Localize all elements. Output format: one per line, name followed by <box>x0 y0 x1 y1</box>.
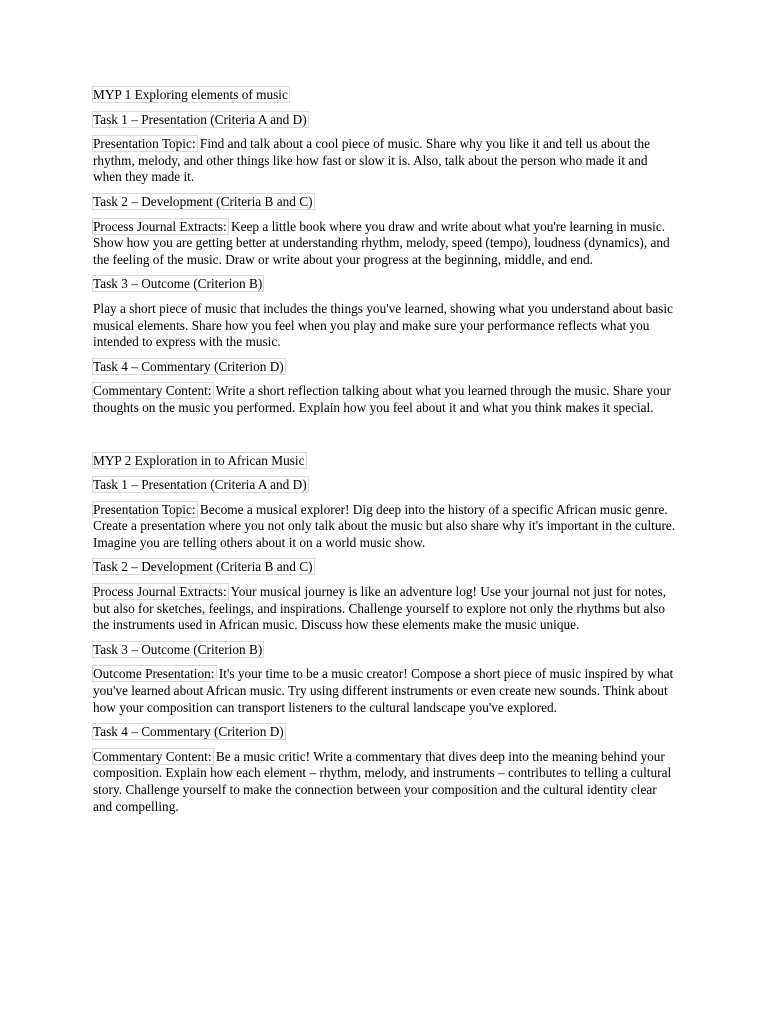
myp1-task2-title-line <box>93 194 678 211</box>
myp2-task1-text: Become a musical explorer! Dig deep into the history of a specific African music genre. Create a presentation where you not only talk about the music but also share why it's important in the culture. Imagine you are telling others about it on a world music show. <box>93 501 676 550</box>
myp1-task3-text: Play a short piece of music that includes the things you've learned, showing what you understand about basic musical elements. Share how you feel when you play and make sure your performance reflects what you intended to express with the music. <box>93 300 673 350</box>
myp2-task2-text: Your musical journey is like an adventure log! Use your journal not just for notes, but also for sketches, feelings, and inspirations. Challenge yourself to explore not only the rhythms but also the instruments used in African music. Discuss how these elements make the music unique. <box>93 584 667 633</box>
myp1-task1-body <box>93 136 678 186</box>
myp2-task1-title-line <box>93 477 678 494</box>
myp1-task3-body <box>93 301 678 351</box>
myp2-task3-title: Task 3 – Outcome (Criterion B) <box>93 641 263 657</box>
myp2-task3-body <box>93 666 678 716</box>
myp2-task3-label: Outcome Presentation: <box>93 666 215 682</box>
myp1-task1-title-line <box>93 112 678 129</box>
myp2-task4-body <box>93 749 678 815</box>
myp2-task4-text: Be a music critic! Write a commentary that dives deep into the meaning behind your composition. Explain how each element – rhythm, melody, and instruments – contributes to telling a cultural story. Challenge yourself to make the connection between your composition and the cultural identity clear and compelling. <box>93 748 672 814</box>
myp2-task1-body <box>93 502 678 552</box>
myp1-task3-title-line <box>93 276 678 293</box>
myp1-task4-title-line <box>93 359 678 376</box>
myp1-task3-title: Task 3 – Outcome (Criterion B) <box>93 276 263 292</box>
myp2-heading: MYP 2 Exploration in to African Music <box>93 452 305 468</box>
myp2-task3-text: It's your time to be a music creator! Compose a short piece of music inspired by what you've learned about African music. Try using different instruments or even create new sounds. Think about how your composition can transport listeners to the cultural landscape you've explored. <box>93 666 674 715</box>
myp1-task2-body <box>93 219 678 269</box>
section-gap <box>93 425 678 453</box>
myp1-task2-text: Keep a little book where you draw and write about what you're learning in music. Show how you are getting better at understanding rhythm, melody, speed (tempo), loudness (dynamics), and the feeling of the music. Draw or write about your progress at the beginning, middle, and end. <box>93 218 670 267</box>
myp1-heading: MYP 1 Exploring elements of music <box>93 87 288 102</box>
myp1-task1-title: Task 1 – Presentation (Criteria A and D) <box>93 111 307 127</box>
myp1-heading-line <box>93 87 678 104</box>
myp1-task4-title: Task 4 – Commentary (Criterion D) <box>93 358 284 374</box>
myp1-task2-title: Task 2 – Development (Criteria B and C) <box>93 193 313 209</box>
document-page <box>93 87 678 823</box>
myp1-task4-text: Write a short reflection talking about what you learned through the music. Share your thoughts on the music you performed. Explain how you feel about it and what you think makes it special. <box>93 383 671 415</box>
myp2-task4-title-line <box>93 724 678 741</box>
myp2-task2-label: Process Journal Extracts: <box>93 584 227 600</box>
myp2-task1-title: Task 1 – Presentation (Criteria A and D) <box>93 477 307 493</box>
myp2-task1-label: Presentation Topic: <box>93 501 196 517</box>
myp1-task1-label: Presentation Topic: <box>93 136 196 152</box>
myp2-task2-title: Task 2 – Development (Criteria B and C) <box>93 559 313 575</box>
myp2-heading-line <box>93 453 678 470</box>
myp1-task4-body <box>93 383 678 416</box>
myp1-task2-label: Process Journal Extracts: <box>93 218 227 234</box>
myp2-task4-label: Commentary Content: <box>93 748 212 764</box>
myp2-task4-title: Task 4 – Commentary (Criterion D) <box>93 724 284 740</box>
myp2-task2-title-line <box>93 559 678 576</box>
myp1-task1-text: Find and talk about a cool piece of music. Share why you like it and tell us about the rhythm, melody, and other things like how fast or slow it is. Also, talk about the person who made it and when they made it. <box>93 136 651 185</box>
myp2-task3-title-line <box>93 642 678 659</box>
myp1-task4-label: Commentary Content: <box>93 383 212 399</box>
myp2-task2-body <box>93 584 678 634</box>
